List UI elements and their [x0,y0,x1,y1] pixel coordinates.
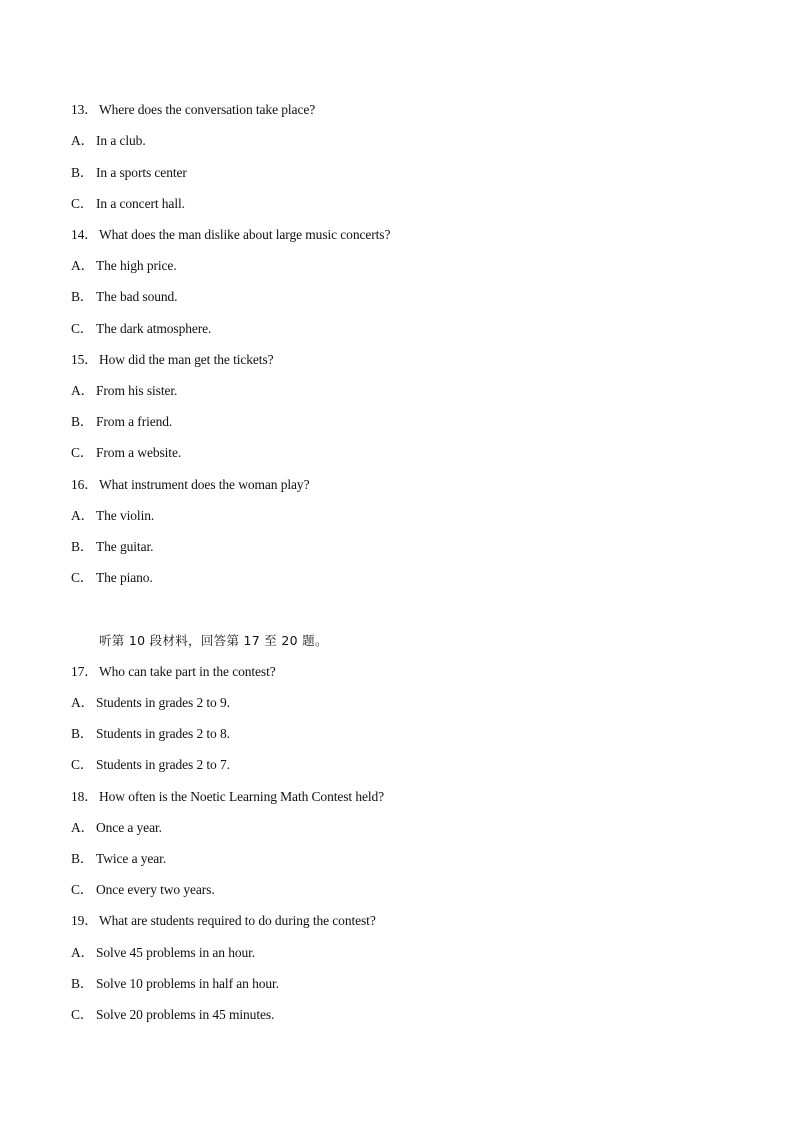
option-letter: C． [71,570,94,585]
question-17-option-a [71,695,230,711]
option-text: The high price. [96,258,177,273]
option-text: Students in grades 2 to 9. [96,695,230,710]
option-letter: B． [71,289,94,304]
question-text: Who can take part in the contest? [99,664,276,679]
option-letter: B． [71,851,94,866]
question-text: What are students required to do during the contest? [99,913,376,928]
option-letter: C． [71,445,94,460]
question-14-option-b [71,289,177,305]
question-number: 14． [71,227,98,242]
option-text: Students in grades 2 to 7. [96,757,230,772]
option-letter: A． [71,258,95,273]
question-17-option-b [71,726,230,742]
option-text: In a sports center [96,165,187,180]
option-letter: A． [71,508,95,523]
option-letter: B． [71,165,94,180]
question-16-option-c [71,570,153,586]
option-letter: C． [71,882,94,897]
option-text: Students in grades 2 to 8. [96,726,230,741]
question-number: 17． [71,664,98,679]
question-17-option-c [71,757,230,773]
option-letter: A． [71,945,95,960]
option-text: Once a year. [96,820,162,835]
question-15-option-c [71,445,181,461]
section-heading: 听第 10 段材料，回答第 17 至 20 题。 [99,633,328,648]
question-14 [71,227,390,243]
question-number: 15． [71,352,98,367]
question-18 [71,789,384,805]
question-13 [71,102,315,118]
question-19-option-c [71,1007,274,1023]
question-text: What instrument does the woman play? [99,477,310,492]
option-letter: C． [71,321,94,336]
question-19-option-b [71,976,279,992]
question-18-option-b [71,851,166,867]
option-text: The violin. [96,508,155,523]
question-text: Where does the conversation take place? [99,102,316,117]
option-text: In a club. [96,133,146,148]
question-16-option-a [71,508,154,524]
option-letter: B． [71,414,94,429]
question-13-option-b [71,165,187,181]
option-text: From his sister. [96,383,178,398]
option-letter: A． [71,383,95,398]
option-text: Solve 45 problems in an hour. [96,945,256,960]
question-number: 13． [71,102,98,117]
option-text: The bad sound. [96,289,178,304]
option-letter: B． [71,539,94,554]
option-text: The guitar. [96,539,154,554]
question-17 [71,664,276,680]
question-text: What does the man dislike about large music concerts? [99,227,391,242]
option-text: Solve 20 problems in 45 minutes. [96,1007,275,1022]
question-14-option-c [71,321,211,337]
option-letter: C． [71,196,94,211]
option-letter: A． [71,820,95,835]
option-letter: C． [71,757,94,772]
option-text: In a concert hall. [96,196,185,211]
option-text: Twice a year. [96,851,167,866]
option-letter: B． [71,976,94,991]
option-text: The dark atmosphere. [96,321,212,336]
question-16-option-b [71,539,153,555]
question-15-option-b [71,414,172,430]
option-text: From a friend. [96,414,173,429]
option-text: Solve 10 problems in half an hour. [96,976,279,991]
question-14-option-a [71,258,177,274]
option-text: Once every two years. [96,882,215,897]
question-15 [71,352,274,368]
question-18-option-a [71,820,162,836]
option-letter: A． [71,133,95,148]
option-letter: C． [71,1007,94,1022]
option-text: The piano. [96,570,153,585]
question-number: 18． [71,789,98,804]
question-number: 19． [71,913,98,928]
question-19 [71,913,376,929]
question-number: 16． [71,477,98,492]
question-18-option-c [71,882,215,898]
question-text: How did the man get the tickets? [99,352,274,367]
option-letter: A． [71,695,95,710]
question-16 [71,477,309,493]
question-13-option-c [71,196,185,212]
option-letter: B． [71,726,94,741]
option-text: From a website. [96,445,182,460]
question-13-option-a [71,133,146,149]
question-15-option-a [71,383,177,399]
question-19-option-a [71,945,255,961]
question-text: How often is the Noetic Learning Math Contest held? [99,789,385,804]
